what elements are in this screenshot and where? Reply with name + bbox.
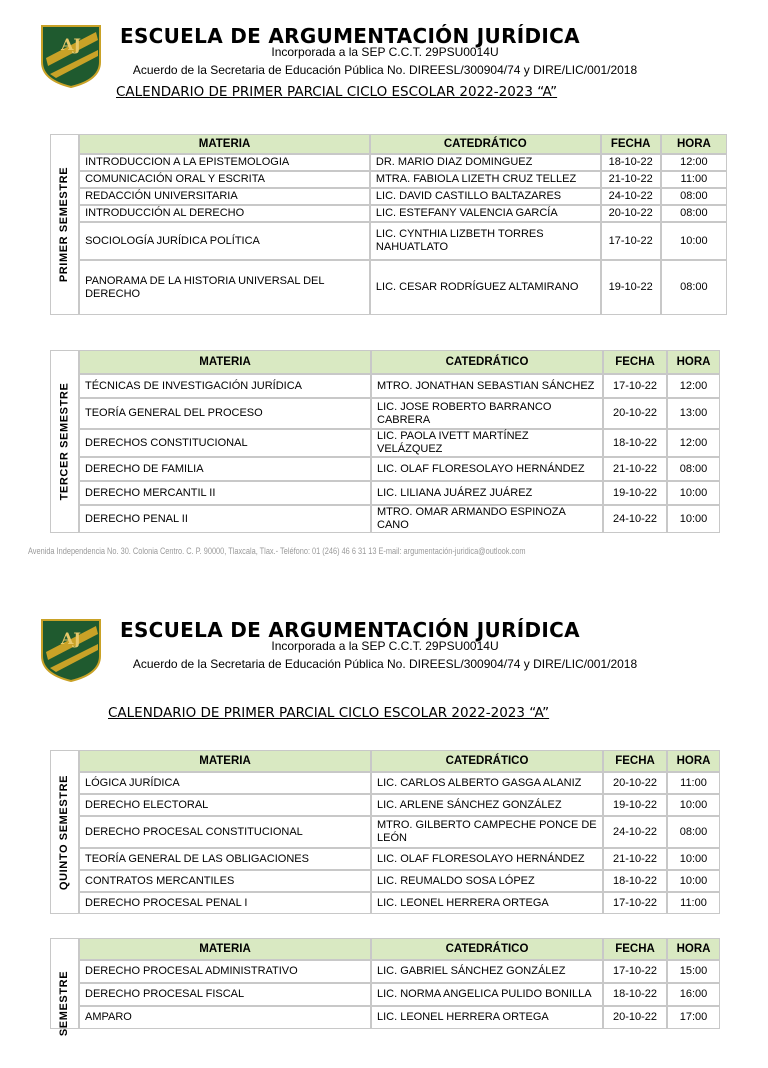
fecha-cell: 17-10-22 xyxy=(603,374,667,398)
semester-text: SEMESTRE xyxy=(58,970,70,1037)
fecha-cell: 21-10-22 xyxy=(601,171,661,188)
catedratico-cell: LIC. LILIANA JUÁREZ JUÁREZ xyxy=(371,481,603,505)
table-row xyxy=(50,429,720,457)
table-row xyxy=(50,481,720,505)
table-row xyxy=(50,171,727,188)
fecha-cell: 18-10-22 xyxy=(601,154,661,171)
materia-cell: DERECHO DE FAMILIA xyxy=(79,457,371,481)
agreement-text: Acuerdo de la Secretaria de Educación Pública No. DIREESL/300904/74 y DIRE/LIC/001/2018 xyxy=(132,657,638,671)
materia-cell: DERECHOS CONSTITUCIONAL xyxy=(79,429,371,457)
hora-cell: 11:00 xyxy=(667,772,720,794)
catedratico-cell: LIC. NORMA ANGELICA PULIDO BONILLA xyxy=(371,983,603,1006)
fecha-cell: 18-10-22 xyxy=(603,870,667,892)
materia-cell: INTRODUCCION A LA EPISTEMOLOGIA xyxy=(79,154,370,171)
header-row xyxy=(50,134,727,154)
table-row xyxy=(50,848,720,870)
fecha-cell: 21-10-22 xyxy=(603,457,667,481)
table-row xyxy=(50,892,720,914)
fecha-cell: 17-10-22 xyxy=(601,222,661,260)
table-row xyxy=(50,398,720,429)
fecha-cell: 18-10-22 xyxy=(603,429,667,457)
materia-cell: TEORÍA GENERAL DE LAS OBLIGACIONES xyxy=(79,848,371,870)
table-row xyxy=(50,260,727,315)
semester-text: PRIMER SEMESTRE xyxy=(58,166,71,283)
hora-cell: 12:00 xyxy=(661,154,727,171)
catedratico-cell: MTRO. OMAR ARMANDO ESPINOZA CANO xyxy=(371,505,603,533)
materia-cell: DERECHO PENAL II xyxy=(79,505,371,533)
hora-cell: 10:00 xyxy=(661,222,727,260)
hora-cell: 08:00 xyxy=(661,205,727,222)
catedratico-cell: LIC. LEONEL HERRERA ORTEGA xyxy=(371,892,603,914)
materia-cell: DERECHO PROCESAL CONSTITUCIONAL xyxy=(79,816,371,848)
fecha-cell: 20-10-22 xyxy=(601,205,661,222)
semester-text: QUINTO SEMESTRE xyxy=(58,774,70,890)
school-logo xyxy=(40,24,102,93)
header-row xyxy=(50,938,720,960)
semester-label xyxy=(50,750,79,914)
col-materia: MATERIA xyxy=(79,350,371,374)
table-row xyxy=(50,188,727,205)
hora-cell: 13:00 xyxy=(667,398,720,429)
hora-cell: 10:00 xyxy=(667,794,720,816)
col-fecha: FECHA xyxy=(603,350,667,374)
catedratico-cell: LIC. CARLOS ALBERTO GASGA ALANIZ xyxy=(371,772,603,794)
hora-cell: 08:00 xyxy=(661,260,727,315)
hora-cell: 10:00 xyxy=(667,870,720,892)
hora-cell: 11:00 xyxy=(661,171,727,188)
catedratico-cell: LIC. CESAR RODRÍGUEZ ALTAMIRANO xyxy=(370,260,601,315)
col-fecha: FECHA xyxy=(601,134,661,154)
fecha-cell: 17-10-22 xyxy=(603,960,667,983)
table-row xyxy=(50,816,720,848)
hora-cell: 15:00 xyxy=(667,960,720,983)
catedratico-cell: LIC. GABRIEL SÁNCHEZ GONZÁLEZ xyxy=(371,960,603,983)
fecha-cell: 18-10-22 xyxy=(603,983,667,1006)
table-row xyxy=(50,772,720,794)
hora-cell: 08:00 xyxy=(661,188,727,205)
table-row xyxy=(50,870,720,892)
col-materia: MATERIA xyxy=(79,938,371,960)
schedule-table-primer xyxy=(50,134,727,315)
catedratico-cell: LIC. DAVID CASTILLO BALTAZARES xyxy=(370,188,601,205)
catedratico-cell: LIC. CYNTHIA LIZBETH TORRES NAHUATLATO xyxy=(370,222,601,260)
fecha-cell: 20-10-22 xyxy=(603,1006,667,1029)
fecha-cell: 24-10-22 xyxy=(603,505,667,533)
catedratico-cell: LIC. LEONEL HERRERA ORTEGA xyxy=(371,1006,603,1029)
fecha-cell: 21-10-22 xyxy=(603,848,667,870)
agreement-text: Acuerdo de la Secretaria de Educación Pública No. DIREESL/300904/74 y DIRE/LIC/001/2018 xyxy=(132,63,638,77)
fecha-cell: 19-10-22 xyxy=(603,794,667,816)
incorporation-text: Incorporada a la SEP C.C.T. 29PSU0014U xyxy=(271,639,499,653)
semester-text: TERCER SEMESTRE xyxy=(58,382,71,501)
materia-cell: PANORAMA DE LA HISTORIA UNIVERSAL DEL DERECHO xyxy=(79,260,370,315)
materia-cell: COMUNICACIÓN ORAL Y ESCRITA xyxy=(79,171,370,188)
catedratico-cell: DR. MARIO DIAZ DOMINGUEZ xyxy=(370,154,601,171)
hora-cell: 12:00 xyxy=(667,374,720,398)
fecha-cell: 20-10-22 xyxy=(603,772,667,794)
table-row xyxy=(50,457,720,481)
catedratico-cell: LIC. PAOLA IVETT MARTÍNEZ VELÁZQUEZ xyxy=(371,429,603,457)
table-row xyxy=(50,794,720,816)
table-row xyxy=(50,505,720,533)
schedule-table-septimo xyxy=(50,938,720,1037)
fecha-cell: 24-10-22 xyxy=(601,188,661,205)
materia-cell: TEORÍA GENERAL DEL PROCESO xyxy=(79,398,371,429)
catedratico-cell: LIC. ESTEFANY VALENCIA GARCÍA xyxy=(370,205,601,222)
semester-label xyxy=(50,938,79,1037)
table-row xyxy=(50,1006,720,1029)
fecha-cell: 19-10-22 xyxy=(603,481,667,505)
table-row xyxy=(50,222,727,260)
fecha-cell: 20-10-22 xyxy=(603,398,667,429)
col-catedratico: CATEDRÁTICO xyxy=(370,134,601,154)
materia-cell: TÉCNICAS DE INVESTIGACIÓN JURÍDICA xyxy=(79,374,371,398)
semester-label xyxy=(50,134,79,315)
catedratico-cell: LIC. JOSE ROBERTO BARRANCO CABRERA xyxy=(371,398,603,429)
materia-cell: DERECHO MERCANTIL II xyxy=(79,481,371,505)
hora-cell: 10:00 xyxy=(667,481,720,505)
col-hora: HORA xyxy=(667,938,720,960)
materia-cell: DERECHO ELECTORAL xyxy=(79,794,371,816)
fecha-cell: 17-10-22 xyxy=(603,892,667,914)
hora-cell: 17:00 xyxy=(667,1006,720,1029)
school-name: ESCUELA DE ARGUMENTACIÓN JURÍDICA xyxy=(120,618,580,642)
col-catedratico: CATEDRÁTICO xyxy=(371,350,603,374)
col-materia: MATERIA xyxy=(79,750,371,772)
fecha-cell: 19-10-22 xyxy=(601,260,661,315)
school-logo-icon xyxy=(40,24,102,88)
table-row xyxy=(50,983,720,1006)
col-hora: HORA xyxy=(667,350,720,374)
col-catedratico: CATEDRÁTICO xyxy=(371,938,603,960)
hora-cell: 10:00 xyxy=(667,505,720,533)
school-name: ESCUELA DE ARGUMENTACIÓN JURÍDICA xyxy=(120,24,580,48)
calendar-title: CALENDARIO DE PRIMER PARCIAL CICLO ESCOLAR 2022-2023 “A” xyxy=(108,705,550,721)
catedratico-cell: MTRO. JONATHAN SEBASTIAN SÁNCHEZ xyxy=(371,374,603,398)
table-row xyxy=(50,374,720,398)
materia-cell: SOCIOLOGÍA JURÍDICA POLÍTICA xyxy=(79,222,370,260)
materia-cell: DERECHO PROCESAL ADMINISTRATIVO xyxy=(79,960,371,983)
schedule-table-quinto xyxy=(50,750,720,914)
header-row xyxy=(50,350,720,374)
logo-letters: AJ xyxy=(61,629,81,648)
calendar-title: CALENDARIO DE PRIMER PARCIAL CICLO ESCOLAR 2022-2023 “A” xyxy=(116,84,558,100)
catedratico-cell: LIC. OLAF FLORESOLAYO HERNÁNDEZ xyxy=(371,457,603,481)
table-row xyxy=(50,154,727,171)
hora-cell: 08:00 xyxy=(667,816,720,848)
hora-cell: 16:00 xyxy=(667,983,720,1006)
incorporation-text: Incorporada a la SEP C.C.T. 29PSU0014U xyxy=(271,45,499,59)
logo-letters: AJ xyxy=(61,35,81,54)
school-logo-icon xyxy=(40,618,102,682)
materia-cell: DERECHO PROCESAL PENAL I xyxy=(79,892,371,914)
materia-cell: REDACCIÓN UNIVERSITARIA xyxy=(79,188,370,205)
page-footer: Avenida Independencia No. 30. Colonia Centro. C. P. 90000, Tlaxcala, Tlax.- Teléfono: 01 (246) 46 6 31 13 E-mail: argumentación-juridica@outlook.com xyxy=(28,546,526,556)
hora-cell: 11:00 xyxy=(667,892,720,914)
col-catedratico: CATEDRÁTICO xyxy=(371,750,603,772)
col-hora: HORA xyxy=(667,750,720,772)
materia-cell: INTRODUCCIÓN AL DERECHO xyxy=(79,205,370,222)
catedratico-cell: MTRO. GILBERTO CAMPECHE PONCE DE LEÓN xyxy=(371,816,603,848)
materia-cell: LÓGICA JURÍDICA xyxy=(79,772,371,794)
fecha-cell: 24-10-22 xyxy=(603,816,667,848)
catedratico-cell: LIC. ARLENE SÁNCHEZ GONZÁLEZ xyxy=(371,794,603,816)
table-row xyxy=(50,205,727,222)
materia-cell: CONTRATOS MERCANTILES xyxy=(79,870,371,892)
school-logo xyxy=(40,618,102,687)
materia-cell: AMPARO xyxy=(79,1006,371,1029)
table-row xyxy=(50,960,720,983)
catedratico-cell: MTRA. FABIOLA LIZETH CRUZ TELLEZ xyxy=(370,171,601,188)
col-fecha: FECHA xyxy=(603,938,667,960)
hora-cell: 08:00 xyxy=(667,457,720,481)
col-fecha: FECHA xyxy=(603,750,667,772)
col-materia: MATERIA xyxy=(79,134,370,154)
schedule-table-tercer xyxy=(50,350,720,533)
col-hora: HORA xyxy=(661,134,727,154)
header-row xyxy=(50,750,720,772)
catedratico-cell: LIC. OLAF FLORESOLAYO HERNÁNDEZ xyxy=(371,848,603,870)
hora-cell: 10:00 xyxy=(667,848,720,870)
catedratico-cell: LIC. REUMALDO SOSA LÓPEZ xyxy=(371,870,603,892)
semester-label xyxy=(50,350,79,533)
materia-cell: DERECHO PROCESAL FISCAL xyxy=(79,983,371,1006)
hora-cell: 12:00 xyxy=(667,429,720,457)
